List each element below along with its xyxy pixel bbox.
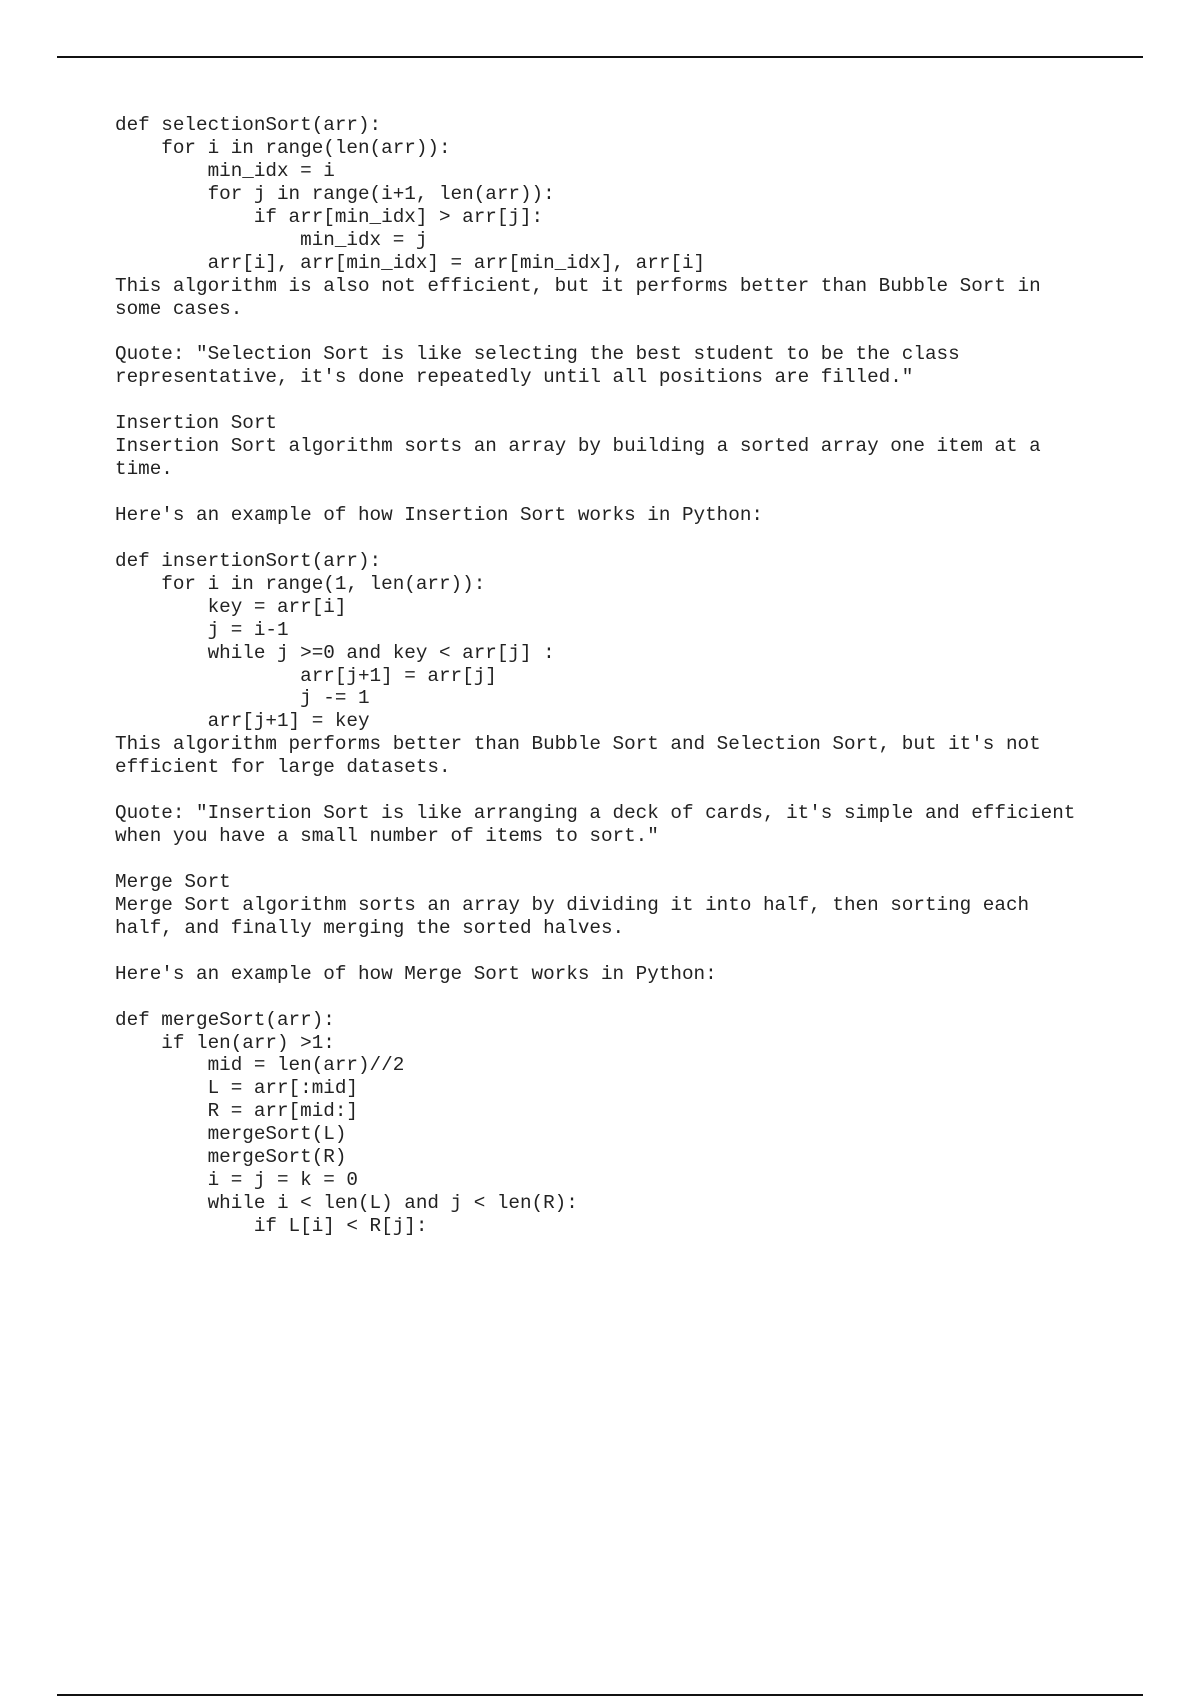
document-line: R = arr[mid:]: [115, 1100, 358, 1123]
document-line: min_idx = i: [115, 159, 335, 182]
document-line: while i < len(L) and j < len(R):: [115, 1192, 578, 1215]
document-line: if arr[min_idx] > arr[j]:: [115, 205, 544, 228]
document-line: efficient for large datasets.: [115, 756, 451, 779]
document-line: j = i-1: [115, 618, 289, 641]
document-line: Here's an example of how Merge Sort works in Python:: [115, 962, 717, 985]
document-line: [115, 481, 1135, 504]
document-line: j -= 1: [115, 687, 370, 710]
document-line: def mergeSort(arr):: [115, 1008, 335, 1031]
document-line: half, and finally merging the sorted halves.: [115, 916, 625, 939]
document-line: Quote: "Selection Sort is like selecting the best student to be the class: [115, 343, 960, 366]
document-line: [115, 389, 1135, 412]
document-line: Here's an example of how Insertion Sort works in Python:: [115, 503, 763, 526]
document-line: Quote: "Insertion Sort is like arranging a deck of cards, it's simple and efficient: [115, 802, 1076, 825]
document-line: def insertionSort(arr):: [115, 549, 382, 572]
document-line: arr[j+1] = key: [115, 710, 370, 733]
document-line: Insertion Sort: [115, 412, 277, 435]
document-line: if len(arr) >1:: [115, 1031, 335, 1054]
document-body: [115, 114, 1135, 1238]
footer-rule: [57, 1694, 1143, 1696]
document-line: Merge Sort algorithm sorts an array by dividing it into half, then sorting each: [115, 893, 1030, 916]
document-line: [115, 527, 1135, 550]
document-line: representative, it's done repeatedly until all positions are filled.": [115, 366, 914, 389]
document-line: mergeSort(R): [115, 1146, 347, 1169]
document-line: arr[i], arr[min_idx] = arr[min_idx], arr[i]: [115, 251, 706, 274]
document-line: while j >=0 and key < arr[j] :: [115, 641, 555, 664]
document-line: for j in range(i+1, len(arr)):: [115, 182, 555, 205]
document-line: [115, 848, 1135, 871]
document-line: for i in range(len(arr)):: [115, 136, 451, 159]
document-line: This algorithm is also not efficient, but it performs better than Bubble Sort in: [115, 274, 1041, 297]
document-line: Insertion Sort algorithm sorts an array by building a sorted array one item at a: [115, 435, 1041, 458]
document-line: for i in range(1, len(arr)):: [115, 572, 486, 595]
document-line: when you have a small number of items to sort.": [115, 825, 659, 848]
document-line: L = arr[:mid]: [115, 1077, 358, 1100]
document-line: i = j = k = 0: [115, 1169, 358, 1192]
document-line: [115, 779, 1135, 802]
document-line: This algorithm performs better than Bubble Sort and Selection Sort, but it's not: [115, 733, 1041, 756]
document-line: if L[i] < R[j]:: [115, 1215, 428, 1237]
header-rule: [57, 56, 1143, 58]
document-line: [115, 986, 1135, 1009]
document-line: [115, 320, 1135, 343]
document-line: key = arr[i]: [115, 595, 347, 618]
document-line: Merge Sort: [115, 870, 231, 893]
document-line: min_idx = j: [115, 228, 428, 251]
document-line: mergeSort(L): [115, 1123, 347, 1146]
document-line: mid = len(arr)//2: [115, 1054, 405, 1077]
document-line: def selectionSort(arr):: [115, 114, 382, 136]
document-line: arr[j+1] = arr[j]: [115, 664, 497, 687]
document-line: [115, 940, 1135, 963]
document-line: time.: [115, 458, 173, 481]
document-line: some cases.: [115, 297, 243, 320]
